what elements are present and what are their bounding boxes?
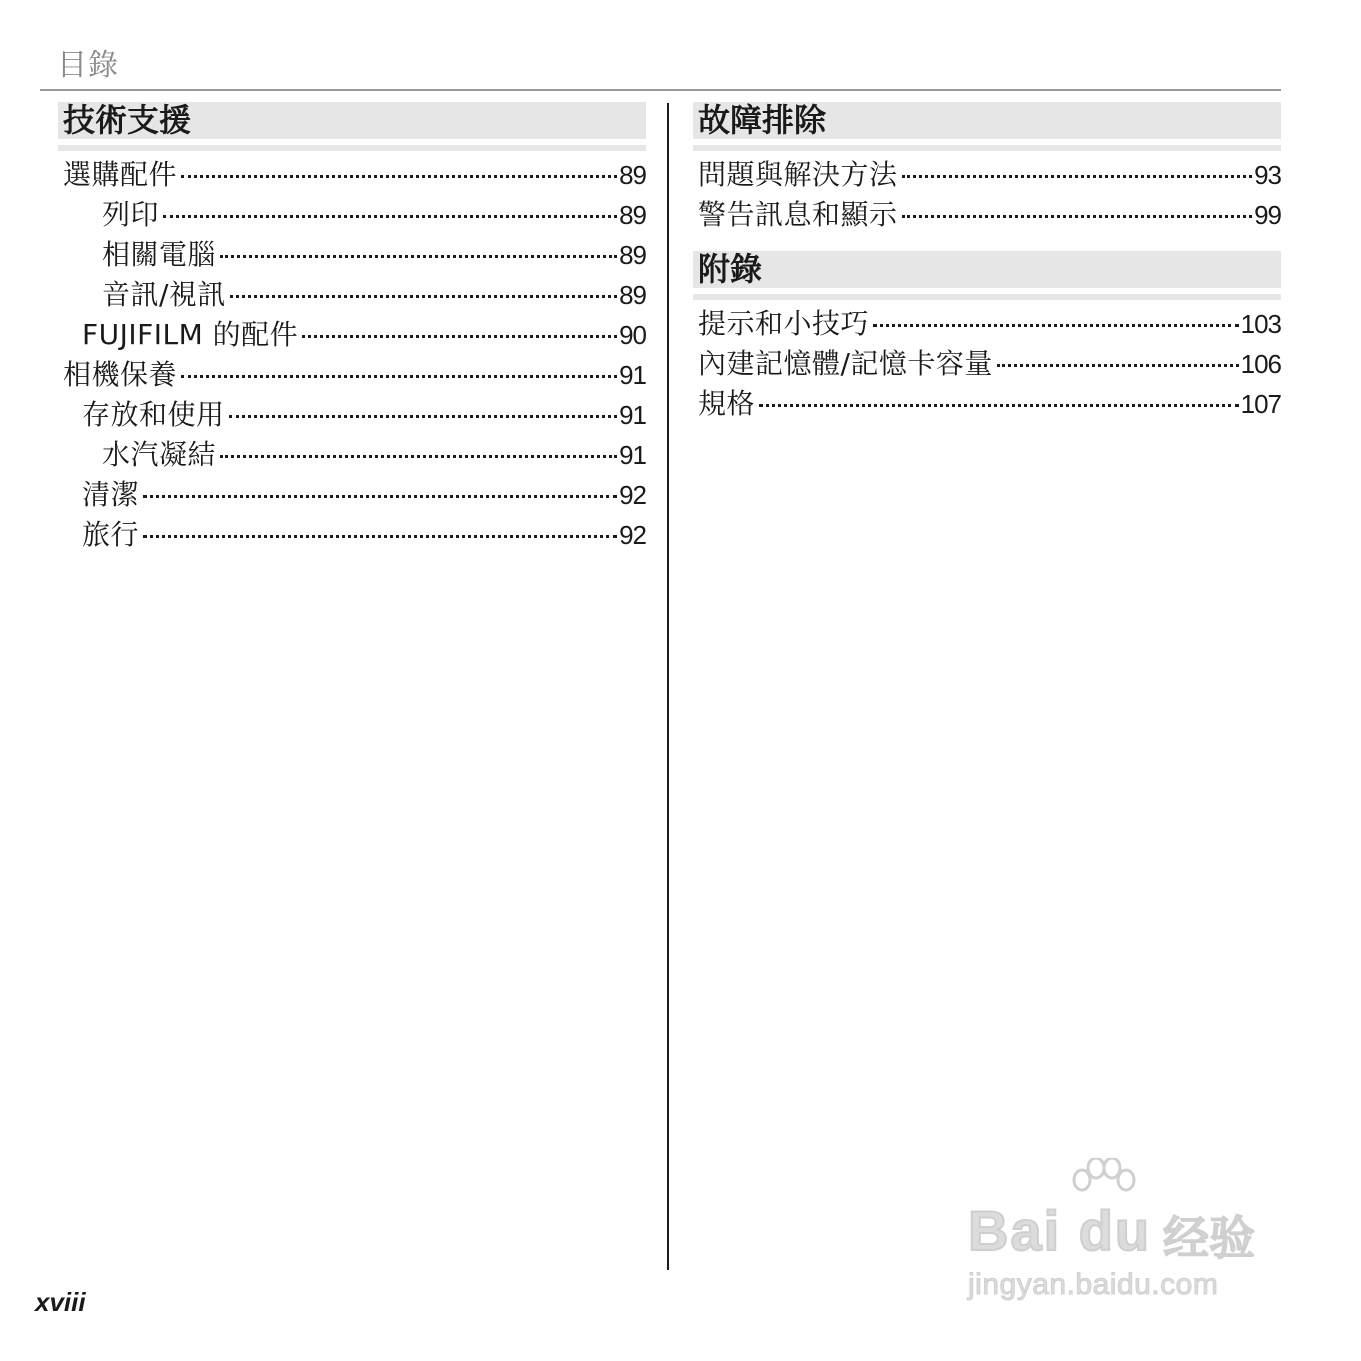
watermark-brand: Bai du: [968, 1199, 1152, 1262]
toc-entry-label: 清潔: [82, 478, 140, 511]
toc-entry[interactable]: [58, 155, 646, 195]
toc-entry-page: 107: [1240, 389, 1281, 419]
dot-leader: [302, 335, 617, 338]
toc-entry[interactable]: [58, 235, 646, 275]
dot-leader: [230, 295, 617, 298]
toc-entry[interactable]: [58, 355, 646, 395]
toc-entry-label: 旅行: [82, 518, 140, 551]
dot-leader: [997, 364, 1239, 367]
dot-leader: [163, 215, 617, 218]
toc-entry[interactable]: [58, 475, 646, 515]
toc-entry-page: 103: [1240, 309, 1281, 339]
toc-entry-label: 問題與解決方法: [698, 158, 898, 191]
toc-entry-page: 92: [619, 480, 646, 510]
toc-entry-label: 相機保養: [63, 358, 178, 391]
toc-entry-label: 列印: [102, 198, 160, 231]
toc-entry-page: 91: [619, 400, 646, 430]
toc-entry-label: 內建記憶體/記憶卡容量: [698, 347, 993, 380]
toc-entry-page: 92: [619, 520, 646, 550]
page-header-title: 目錄: [57, 48, 119, 83]
toc-entry-page: 89: [619, 160, 646, 190]
toc-entry-label: 提示和小技巧: [698, 307, 870, 340]
toc-entry[interactable]: [693, 304, 1281, 344]
toc-entry-page: 91: [619, 360, 646, 390]
baidu-watermark: [968, 1158, 1278, 1308]
toc-entry-page: 106: [1240, 349, 1281, 379]
toc-entry-label: 規格: [698, 387, 756, 420]
dot-leader: [873, 324, 1239, 327]
toc-entry-page: 91: [619, 440, 646, 470]
toc-entry[interactable]: [58, 195, 646, 235]
section-title: 故障排除: [693, 102, 1281, 145]
dot-leader: [143, 535, 617, 538]
toc-entry-label: 水汽凝結: [102, 438, 217, 471]
dot-leader: [220, 255, 617, 258]
dot-leader: [229, 415, 618, 418]
dot-leader: [143, 495, 617, 498]
watermark-url: jingyan.baidu.com: [968, 1268, 1219, 1301]
section-appendix: [693, 251, 1281, 424]
toc-entry-page: 89: [619, 200, 646, 230]
toc-entry-page: 90: [619, 320, 646, 350]
toc-entry[interactable]: [58, 315, 646, 355]
dot-leader: [759, 404, 1239, 407]
left-column: [58, 102, 646, 571]
toc-entry-label: 警告訊息和顯示: [698, 198, 898, 231]
toc-entry[interactable]: [693, 155, 1281, 195]
toc-entry-page: 93: [1254, 160, 1281, 190]
toc-entry-label: 相關電腦: [102, 238, 217, 271]
toc-entry[interactable]: [693, 344, 1281, 384]
dot-leader: [181, 175, 617, 178]
toc-entry[interactable]: [693, 384, 1281, 424]
column-divider: [667, 103, 669, 1270]
section-title: 技術支援: [58, 102, 646, 145]
toc-entry-label: 選購配件: [63, 158, 178, 191]
section-title: 附錄: [693, 251, 1281, 294]
toc-entry-label: FUJIFILM 的配件: [82, 318, 299, 351]
header-divider: [40, 89, 1281, 91]
toc-entry-page: 99: [1254, 200, 1281, 230]
toc-entry[interactable]: [58, 275, 646, 315]
toc-entry[interactable]: [58, 435, 646, 475]
dot-leader: [902, 175, 1253, 178]
toc-entry[interactable]: [58, 395, 646, 435]
toc-entry-label: 存放和使用: [82, 398, 225, 431]
toc-entry-label: 音訊/視訊: [102, 278, 226, 311]
right-column: [693, 102, 1281, 440]
dot-leader: [181, 375, 617, 378]
toc-entry-page: 89: [619, 280, 646, 310]
toc-entry[interactable]: [58, 515, 646, 555]
watermark-brand-cn: 经验: [1163, 1211, 1255, 1265]
section-troubleshooting: [693, 102, 1281, 235]
dot-leader: [220, 455, 617, 458]
toc-entry-page: 89: [619, 240, 646, 270]
toc-entry[interactable]: [693, 195, 1281, 235]
section-tech-support: [58, 102, 646, 555]
page-number: xviii: [35, 1287, 86, 1317]
dot-leader: [902, 215, 1253, 218]
